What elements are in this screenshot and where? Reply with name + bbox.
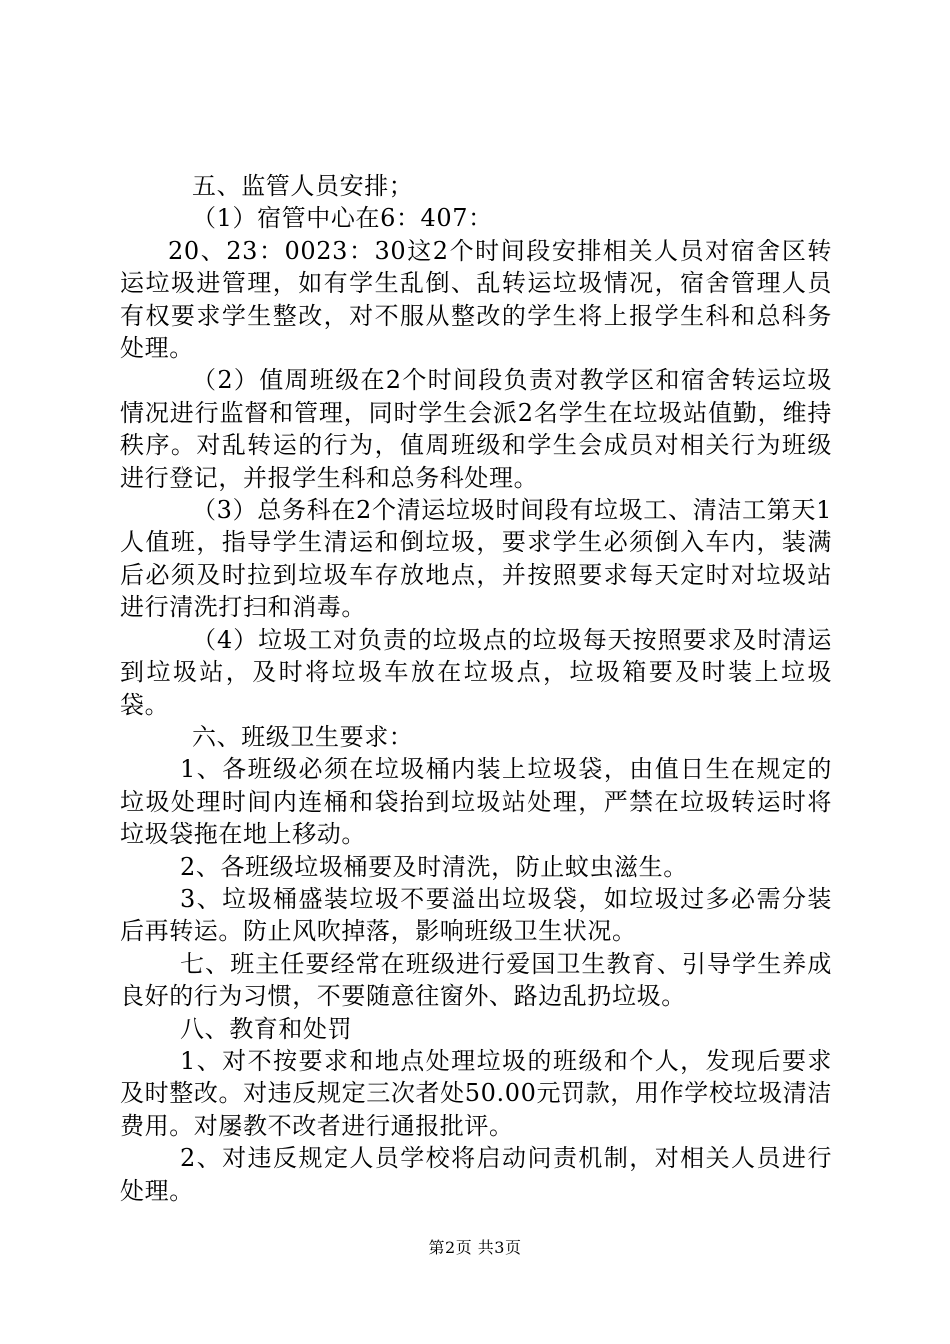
paragraph-item-1-body: 20、23：0023：30这2个时间段安排相关人员对宿舍区转运垃圾进管理，如有学生乱倒、乱转运垃圾情况，宿舍管理人员有权要求学生整改，对不服从整改的学生将上报学生科和总科务处理。 [120,236,832,363]
document-body [120,170,832,1207]
heading-education-penalty: 八、教育和处罚 [180,1014,353,1043]
paragraph-item-4: （4）垃圾工对负责的垃圾点的垃圾每天按照要求及时清运到垃圾站，及时将垃圾车放在垃圾点，垃圾箱要及时装上垃圾袋。 [120,625,832,719]
paragraph-penalty-2: 2、对违反规定人员学校将启动问责机制，对相关人员进行处理。 [120,1144,832,1205]
page-number-footer: 第2页 共3页 [428,1238,522,1257]
paragraph-hygiene-2: 2、各班级垃圾桶要及时清洗，防止蚊虫滋生。 [180,852,688,881]
paragraph-hygiene-3: 3、垃圾桶盛装垃圾不要溢出垃圾袋，如垃圾过多必需分装后再转运。防止风吹掉落，影响班级卫生状况。 [120,884,832,946]
paragraph-item-1-intro: （1）宿管中心在6：407： [192,204,493,233]
paragraph-hygiene-1: 1、各班级必须在垃圾桶内装上垃圾袋，由值日生在规定的垃圾处理时间内连桶和袋抬到垃圾站处理，严禁在垃圾转运时将垃圾袋拖在地上移动。 [120,755,832,849]
paragraph-section-7: 七、班主任要经常在班级进行爱国卫生教育、引导学生养成良好的行为习惯，不要随意往窗外、路边乱扔垃圾。 [120,949,832,1011]
paragraph-penalty-1: 1、对不按要求和地点处理垃圾的班级和个人，发现后要求及时整改。对违反规定三次者处50.00元罚款，用作学校垃圾清洁费用。对屡教不改者进行通报批评。 [120,1046,832,1140]
heading-supervision: 五、监管人员安排； [192,172,414,200]
heading-class-hygiene: 六、班级卫生要求： [192,722,414,751]
paragraph-item-3: （3）总务科在2个清运垃圾时间段有垃圾工、清洁工第天1人值班，指导学生清运和倒垃圾，要求学生必须倒入车内，装满后必须及时拉到垃圾车存放地点，并按照要求每天定时对垃圾站进行清洗打扫和消毒。 [120,496,832,622]
paragraph-item-2: （2）值周班级在2个时间段负责对教学区和宿舍转运垃圾情况进行监督和管理，同时学生会派2名学生在垃圾站值勤，维持秩序。对乱转运的行为，值周班级和学生会成员对相关行为班级进行登记，并报学生科和总务科处理。 [120,366,832,492]
